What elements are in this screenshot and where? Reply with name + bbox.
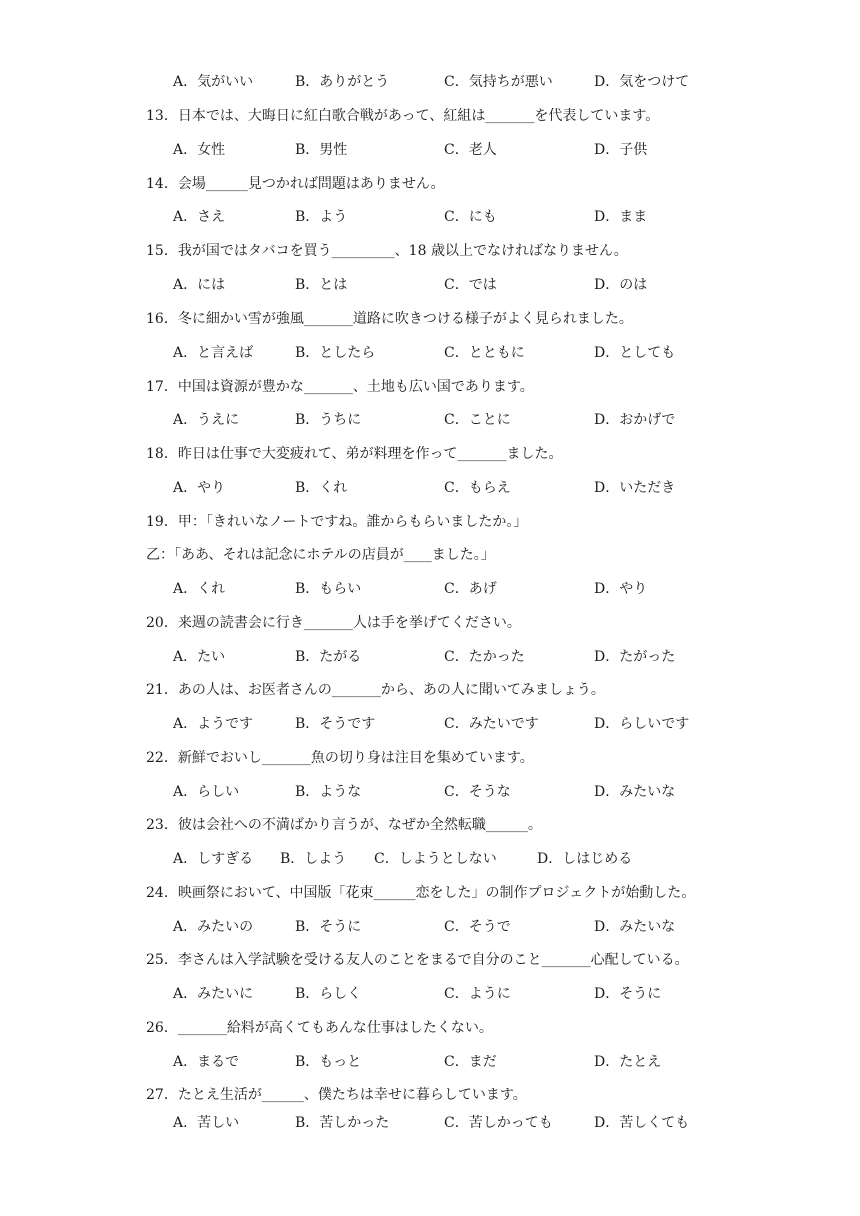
options-row-14	[173, 207, 773, 227]
options-row-20	[173, 647, 773, 667]
options-row-25	[173, 984, 773, 1004]
options-row-21	[173, 714, 773, 734]
option-c: C．とともに	[444, 345, 525, 361]
option-d: D．子供	[594, 142, 648, 158]
option-d: D．いただき	[594, 480, 676, 496]
option-d: D．のは	[594, 277, 648, 293]
options-row-13	[173, 140, 773, 160]
question-23: 23．彼は会社への不満ばかり言うが、なぜか全然転職______。	[146, 817, 542, 833]
option-c: C．ように	[444, 986, 511, 1002]
option-a: A．みたいに	[173, 986, 254, 1002]
option-b: B．そうに	[295, 919, 362, 935]
option-b: B．男性	[295, 142, 348, 158]
option-a: A．女性	[173, 142, 226, 158]
question-19-line-2: 乙：「ああ、それは記念にホテルの店員が____ました。」	[146, 547, 495, 563]
options-row-19	[173, 579, 773, 599]
option-a: A．には	[173, 277, 226, 293]
options-row-27	[173, 1113, 773, 1133]
option-d: D．苦しくても	[594, 1115, 690, 1131]
option-d: D．おかげで	[594, 412, 676, 428]
option-d: D．気をつけて	[594, 74, 690, 90]
option-b: B．しよう	[280, 851, 347, 867]
options-row-23	[173, 849, 773, 869]
question-18: 18．昨日は仕事で大変疲れて、弟が料理を作って_______ました。	[146, 446, 563, 462]
question-16: 16．冬に細かい雪が強風_______道路に吹きつける様子がよく見られました。	[146, 311, 633, 327]
option-d: D．やり	[594, 581, 648, 597]
option-a: A．と言えば	[173, 345, 254, 361]
options-row-17	[173, 410, 773, 430]
option-a: A．くれ	[173, 581, 226, 597]
option-a: A．らしい	[173, 784, 240, 800]
option-a: A．気がいい	[173, 74, 254, 90]
option-a: A．うえに	[173, 412, 240, 428]
option-c: C．あげ	[444, 581, 497, 597]
option-b: B．としたら	[295, 345, 376, 361]
option-b: B．とは	[295, 277, 348, 293]
option-b: B．うちに	[295, 412, 362, 428]
option-c: C．しようとしない	[374, 851, 497, 867]
option-b: B．よう	[295, 209, 348, 225]
question-19-line-1: 19．甲：「きれいなノートですね。誰からもらいましたか。」	[146, 514, 528, 530]
option-b: B．くれ	[295, 480, 348, 496]
question-26: 26．_______給料が高くてもあんな仕事はしたくない。	[146, 1020, 493, 1036]
option-c: C．老人	[444, 142, 497, 158]
option-b: B．もらい	[295, 581, 362, 597]
options-row-24	[173, 917, 773, 937]
question-21: 21．あの人は、お医者さんの_______から、あの人に聞いてみましょう。	[146, 682, 605, 698]
option-d: D．みたいな	[594, 784, 676, 800]
option-b: B．そうです	[295, 716, 376, 732]
options-row-26	[173, 1052, 773, 1072]
question-22: 22．新鮮でおいし_______魚の切り身は注目を集めています。	[146, 750, 534, 766]
option-c: C．そうで	[444, 919, 511, 935]
option-c: C．では	[444, 277, 497, 293]
option-b: B．たがる	[295, 649, 362, 665]
option-c: C．にも	[444, 209, 497, 225]
question-15: 15．我が国ではタバコを買う_________、18 歳以上でなければなりません。	[146, 243, 628, 259]
options-row-22	[173, 782, 773, 802]
option-a: A．しすぎる	[173, 851, 254, 867]
option-d: D．たとえ	[594, 1054, 662, 1070]
option-a: A．さえ	[173, 209, 226, 225]
option-b: B．ありがとう	[295, 74, 390, 90]
option-c: C．そうな	[444, 784, 511, 800]
option-c: C．苦しかっても	[444, 1115, 553, 1131]
option-a: A．みたいの	[173, 919, 254, 935]
option-a: A．たい	[173, 649, 226, 665]
option-d: D．そうに	[594, 986, 662, 1002]
option-a: A．やり	[173, 480, 226, 496]
option-c: C．もらえ	[444, 480, 511, 496]
options-row-18	[173, 478, 773, 498]
option-c: C．ことに	[444, 412, 511, 428]
question-27: 27．たとえ生活が______、僕たちは幸せに暮らしています。	[146, 1087, 527, 1103]
question-14: 14．会場______見つかれば問題はありません。	[146, 176, 445, 192]
option-a: A．ようです	[173, 716, 254, 732]
option-d: D．しはじめる	[537, 851, 633, 867]
option-c: C．たかった	[444, 649, 525, 665]
option-b: B．もっと	[295, 1054, 362, 1070]
option-c: C．気持ちが悪い	[444, 74, 553, 90]
option-b: B．らしく	[295, 986, 362, 1002]
question-13: 13．日本では、大晦日に紅白歌合戦があって、紅組は_______を代表しています。	[146, 108, 660, 124]
option-a: A．苦しい	[173, 1115, 240, 1131]
option-d: D．みたいな	[594, 919, 676, 935]
option-c: C．みたいです	[444, 716, 539, 732]
option-d: D．まま	[594, 209, 648, 225]
options-row-12	[173, 72, 773, 92]
question-20: 20．来週の読書会に行き_______人は手を挙げてください。	[146, 615, 521, 631]
options-row-15	[173, 275, 773, 295]
options-row-16	[173, 343, 773, 363]
question-17: 17．中国は資源が豊かな_______、土地も広い国であります。	[146, 379, 534, 395]
option-b: B．苦しかった	[295, 1115, 390, 1131]
option-d: D．としても	[594, 345, 676, 361]
option-d: D．たがった	[594, 649, 676, 665]
option-a: A．まるで	[173, 1054, 239, 1070]
question-25: 25．李さんは入学試験を受ける友人のことをまるで自分のこと_______心配している。	[146, 952, 689, 968]
option-c: C．まだ	[444, 1054, 497, 1070]
question-24: 24．映画祭において、中国版「花束______恋をした」の制作プロジェクトが始動した。	[146, 885, 696, 901]
option-d: D．らしいです	[594, 716, 690, 732]
option-b: B．ような	[295, 784, 362, 800]
